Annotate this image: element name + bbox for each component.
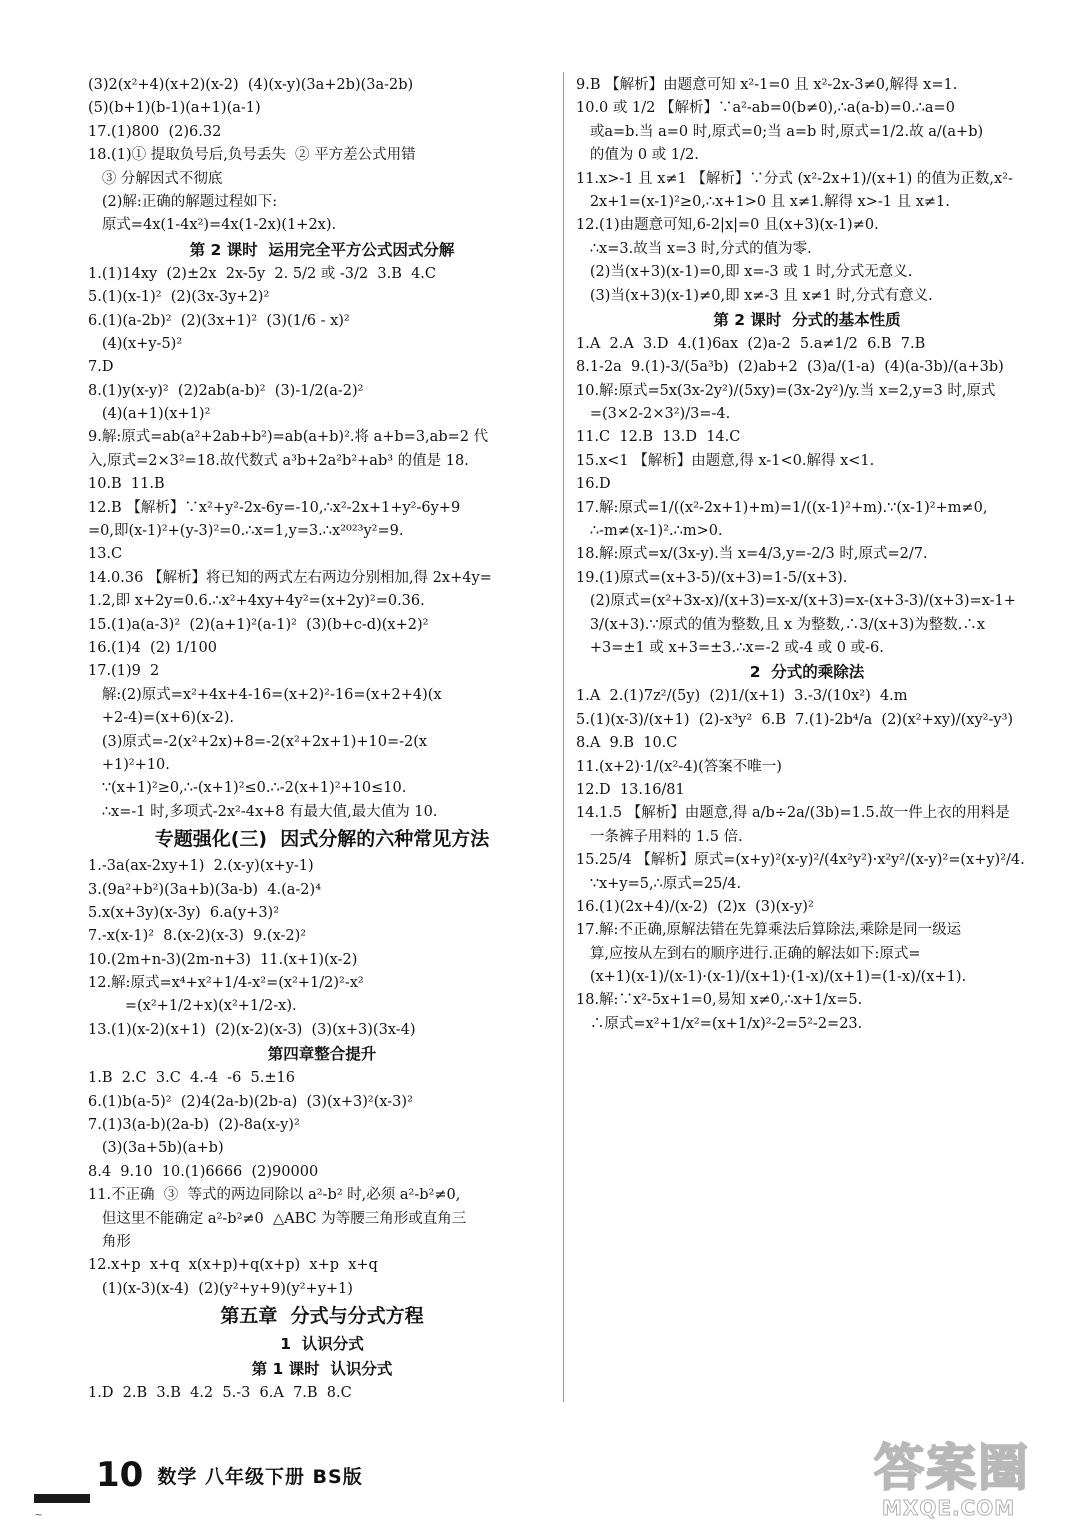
answer-line: 6.(1)(a-2b)² (2)(3x+1)² (3)(1/6 - x)² [88,312,350,329]
answer-line: (4)(x+y-5)² [88,335,183,352]
answer-line: 1.(1)14xy (2)±2x 2x-5y 2. 5/2 或 -3/2 3.B 4.C [88,265,436,282]
answer-line: 12.解:原式=x⁴+x²+1/4-x²=(x²+1/2)²-x² [88,975,364,992]
answer-line: (1)(x-3)(x-4) (2)(y²+y+9)(y²+y+1) [88,1280,353,1297]
answer-line: ∵(x+1)²≥0,∴-(x+1)²≤0.∴-2(x+1)²+10≤10. [88,780,407,797]
answer-line: +3=±1 或 x+3=±3.∴x=-2 或-4 或 0 或-6. [576,639,884,656]
answer-line: 16.D [576,476,611,493]
answer-line: 15.25/4 【解析】原式=(x+y)²(x-y)²/(4x²y²)·x²y²/(x-y)²=(x+y)²/4. [576,852,1025,869]
answer-line: =(3×2-2×3²)/3=-4. [576,406,731,423]
answer-line: 一条裤子用料的 1.5 倍. [576,828,743,845]
answer-line: 原式=4x(1-4x²)=4x(1-2x)(1+2x). [88,217,337,234]
answer-line: 6.(1)b(a-5)² (2)4(2a-b)(2b-a) (3)(x+3)²(x-3)² [88,1093,413,1110]
answer-line: 18.解:∵x²-5x+1=0,易知 x≠0,∴x+1/x=5. [576,992,863,1009]
answer-line: 14.1.5 【解析】由题意,得 a/b÷2a/(3b)=1.5.故一件上衣的用料是 [576,805,1010,822]
answer-line: (3)当(x+3)(x-1)≠0,即 x≠-3 且 x≠1 时,分式有意义. [576,287,933,304]
section-heading: 第 2 课时 分式的基本性质 [713,310,901,329]
answer-line: (x+1)(x-1)/(x-1)·(x-1)/(x+1)·(1-x)/(x+1)=(1-x)/(x+1). [576,969,967,986]
answer-line: ∴-m≠(x-1)².∴m>0. [576,523,723,540]
answer-line: 1.A 2.(1)7z²/(5y) (2)1/(x+1) 3.-3/(10x²) 4.m [576,688,908,705]
answer-line: (3)(3a+5b)(a+b) [88,1140,224,1157]
watermark-logo [868,1418,1048,1528]
answer-line: 5.x(x+3y)(x-3y) 6.a(y+3)² [88,904,280,921]
answer-line: 9.B 【解析】由题意可知 x²-1=0 且 x²-2x-3≠0,解得 x=1. [576,77,958,93]
answer-line: 角形 [88,1233,131,1250]
answer-line: 15.(1)a(a-3)² (2)(a+1)²(a-1)² (3)(b+c-d)(x+2)² [88,616,429,633]
answer-line: +2-4)=(x+6)(x-2). [88,710,234,727]
answer-line: 17.解:不正确,原解法错在先算乘法后算除法,乘除是同一级运 [576,922,962,939]
answer-line: 8.4 9.10 10.(1)6666 (2)90000 [88,1163,319,1180]
answer-line: 12.D 13.16/81 [576,781,685,798]
answer-line: 11.不正确 ③ 等式的两边同除以 a²-b² 时,必须 a²-b²≠0, [88,1187,461,1204]
answer-line: 12.x+p x+q x(x+p)+q(x+p) x+p x+q [88,1257,378,1274]
answer-line: ③ 分解因式不彻底 [88,170,223,187]
answer-line: 16.(1)(2x+4)/(x-2) (2)x (3)(x-y)² [576,898,814,915]
answer-line: 7.-x(x-1)² 8.(x-2)(x-3) 9.(x-2)² [88,928,307,945]
answer-line: (3)原式=-2(x²+2x)+8=-2(x²+2x+1)+10=-2(x [88,733,428,750]
answer-line: (4)(a+1)(x+1)² [88,406,211,423]
answer-line: 1.B 2.C 3.C 4.-4 -6 5.±16 [88,1070,295,1087]
answer-line: 5.(1)(x-1)² (2)(3x-3y+2)² [88,289,270,306]
answer-line: 3/(x+3).∵原式的值为整数,且 x 为整数,∴3/(x+3)为整数.∴x [576,616,986,633]
answer-line: 12.B 【解析】∵x²+y²-2x-6y=-10,∴x²-2x+1+y²-6y+9 [88,499,461,516]
book-info: 数学 八年级下册 BS版 [157,1466,363,1488]
answer-line: 12.(1)由题意可知,6-2|x|=0 且(x+3)(x-1)≠0. [576,217,879,234]
answer-line: 3.(9a²+b²)(3a+b)(3a-b) 4.(a-2)⁴ [88,881,322,898]
answer-line: 5.(1)(x-3)/(x+1) (2)-x³y² 6.B 7.(1)-2b⁴/a (2)(x²+xy)/(xy²-y³) [576,711,1014,728]
watermark-text: 答案圈 [874,1439,1030,1497]
footer-dash-mark: ~ [34,1508,44,1521]
page-footer [96,1452,363,1495]
answer-line: 8.A 9.B 10.C [576,735,678,752]
page-number: 10 [96,1455,144,1495]
right-column [576,74,1038,1404]
answer-line: 8.1-2a 9.(1)-3/(5a³b) (2)ab+2 (3)a/(1-a) (4)(a-3b)/(a+3b) [576,359,1004,376]
answer-line: 13.C [88,546,123,563]
answer-line: 18.(1)① 提取负号后,负号丢失 ② 平方差公式用错 [88,147,416,164]
answer-line: 16.(1)4 (2) 1/100 [88,639,217,656]
answer-line: 9.解:原式=ab(a²+2ab+b²)=ab(a+b)².将 a+b=3,ab=2 代 [88,429,489,446]
answer-line: (5)(b+1)(b-1)(a+1)(a-1) [88,100,261,117]
answer-line: =0,即(x-1)²+(y-3)²=0.∴x=1,y=3.∴x²⁰²³y²=9. [88,523,404,540]
answer-line: 17.解:原式=1/((x²-2x+1)+m)=1/((x-1)²+m).∵(x-1)²+m≠0, [576,499,988,516]
answer-line: 7.D [88,359,114,376]
answer-line: 17.(1)800 (2)6.32 [88,123,222,140]
chapter-heading: 第五章 分式与分式方程 [220,1305,424,1328]
answer-line: (2)原式=(x²+3x-x)/(x+3)=x-x/(x+3)=x-(x+3-3)/(x+3)=x-1+ [576,593,1016,610]
answer-line: 8.(1)y(x-y)² (2)2ab(a-b)² (3)-1/2(a-2)² [88,382,364,399]
watermark-url: MXQE.COM [882,1496,1016,1520]
left-column [88,74,556,1404]
answer-line: 解:(2)原式=x²+4x+4-16=(x+2)²-16=(x+2+4)(x [88,686,442,703]
column-divider [563,72,564,1402]
section-heading: 第 1 课时 认识分式 [251,1360,393,1379]
answer-line: 但这里不能确定 a²-b²≠0 △ABC 为等腰三角形或直角三 [88,1210,467,1227]
answer-line: =(x²+1/2+x)(x²+1/2-x). [88,998,297,1015]
answer-line: 11.(x+2)·1/(x²-4)(答案不唯一) [576,758,782,775]
answer-line: 10.B 11.B [88,476,165,493]
answer-line: ∴原式=x²+1/x²=(x+1/x)²-2=5²-2=23. [576,1015,863,1032]
answer-line: 或a=b.当 a=0 时,原式=0;当 a=b 时,原式=1/2.故 a/(a+b) [576,123,984,140]
answer-line: 算,应按从左到右的顺序进行.正确的解法如下:原式= [576,945,921,962]
answer-line: 的值为 0 或 1/2. [576,147,699,164]
answer-line: 10.解:原式=5x(3x-2y²)/(5xy)=(3x-2y²)/y.当 x=2,y=3 时,原式 [576,382,996,399]
answer-line: 11.x>-1 且 x≠1 【解析】∵分式 (x²-2x+1)/(x+1) 的值为正数,x²- [576,170,1013,187]
answer-line: 1.2,即 x+2y=0.6.∴x²+4xy+4y²=(x+2y)²=0.36. [88,593,425,610]
answer-line: 15.x<1 【解析】由题意,得 x-1<0.解得 x<1. [576,452,875,469]
section-heading: 第四章整合提升 [267,1045,377,1064]
answer-line: ∴x=-1 时,多项式-2x²-4x+8 有最大值,最大值为 10. [88,803,438,820]
answer-line: 10.0 或 1/2 【解析】∵a²-ab=0(b≠0),∴a(a-b)=0.∴a=0 [576,100,955,117]
answer-line: 19.(1)原式=(x+3-5)/(x+3)=1-5/(x+3). [576,569,848,586]
answer-line: 17.(1)9 2 [88,663,160,680]
footer-bar [34,1494,90,1503]
section-heading: 2 分式的乘除法 [749,663,865,682]
answer-line: ∴x=3.故当 x=3 时,分式的值为零. [576,240,812,257]
answer-line: 1.-3a(ax-2xy+1) 2.(x-y)(x+y-1) [88,858,314,875]
answer-line: +1)²+10. [88,756,170,773]
answer-line: (2)解:正确的解题过程如下: [88,193,278,210]
answer-line: 1.A 2.A 3.D 4.(1)6ax (2)a-2 5.a≠1/2 6.B 7.B [576,335,926,352]
answer-line: 11.C 12.B 13.D 14.C [576,429,741,446]
answer-line: ∵x+y=5,∴原式=25/4. [576,875,742,892]
answer-line: 18.解:原式=x/(3x-y).当 x=4/3,y=-2/3 时,原式=2/7. [576,546,928,563]
answer-line: (3)2(x²+4)(x+2)(x-2) (4)(x-y)(3a+2b)(3a-2b) [88,77,414,93]
answer-line: 13.(1)(x-2)(x+1) (2)(x-2)(x-3) (3)(x+3)(3x-4) [88,1021,416,1038]
answer-line: 14.0.36 【解析】将已知的两式左右两边分别相加,得 2x+4y= [88,569,492,586]
answer-line: 10.(2m+n-3)(2m-n+3) 11.(x+1)(x-2) [88,951,358,968]
answer-line: 2x+1=(x-1)²≥0,∴x+1>0 且 x≠1.解得 x>-1 且 x≠1. [576,193,950,210]
answer-line: (2)当(x+3)(x-1)=0,即 x=-3 或 1 时,分式无意义. [576,264,913,281]
answer-line: 入,原式=2×3²=18.故代数式 a³b+2a²b²+ab³ 的值是 18. [88,452,469,469]
section-heading: 第 2 课时 运用完全平方公式因式分解 [189,240,455,259]
section-heading: 1 认识分式 [280,1335,364,1354]
chapter-heading: 专题强化(三) 因式分解的六种常见方法 [154,828,490,851]
answer-line: 1.D 2.B 3.B 4.2 5.-3 6.A 7.B 8.C [88,1385,352,1402]
answer-line: 7.(1)3(a-b)(2a-b) (2)-8a(x-y)² [88,1117,300,1134]
